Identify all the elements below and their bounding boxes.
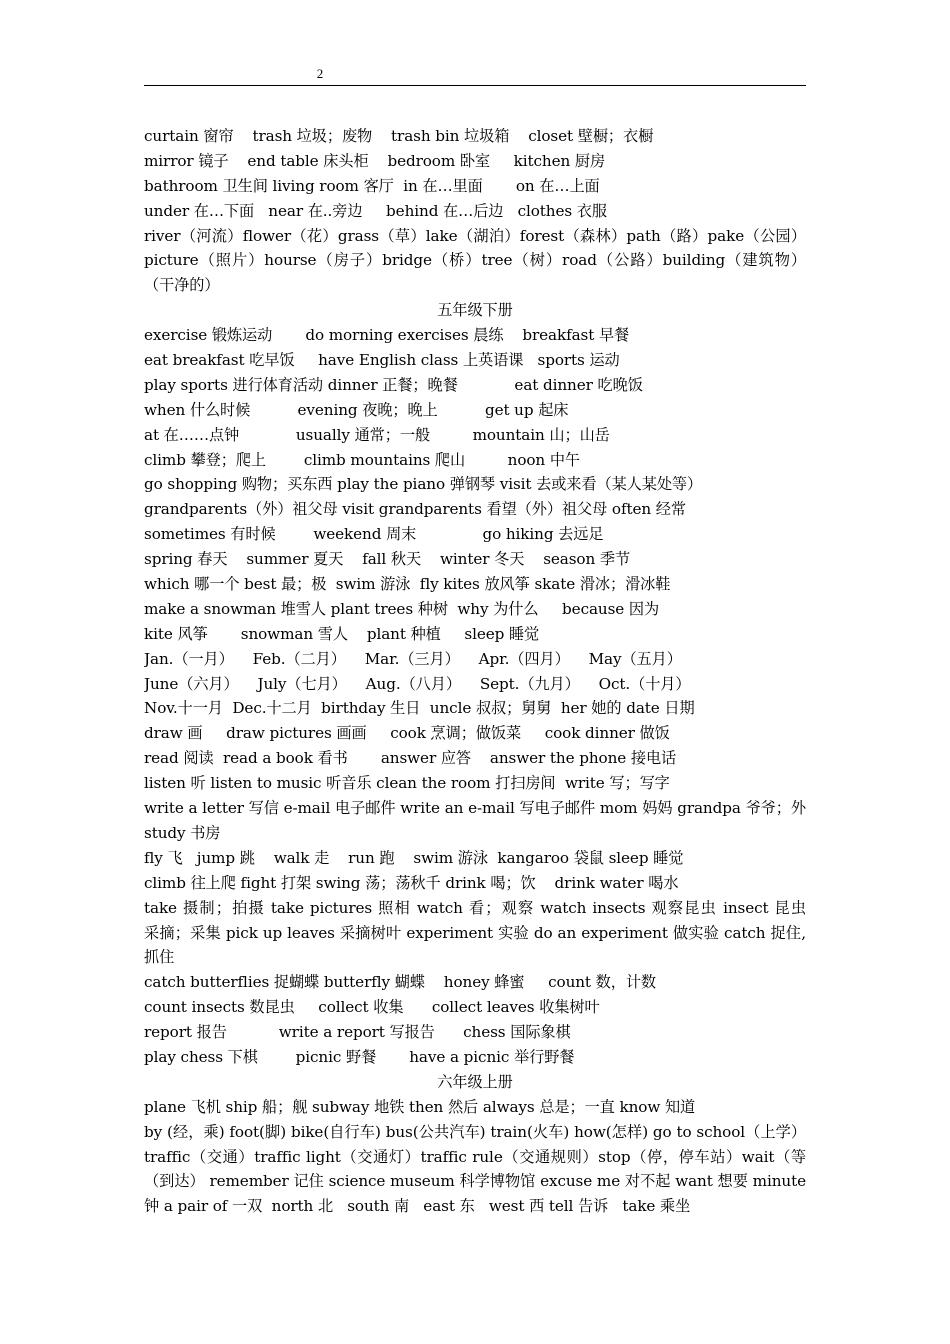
vocabulary-line: mirror 镜子 end table 床头柜 bedroom 卧室 kitchen 厨房 — [144, 151, 606, 170]
vocabulary-line: make a snowman 堆雪人 plant trees 种树 why 为什么 because 因为 — [144, 599, 660, 618]
vocabulary-line: June（六月） July（七月） Aug.（八月） Sept.（九月） Oct.（十月） — [144, 674, 691, 693]
vocabulary-text — [144, 124, 806, 1219]
vocabulary-line: count insects 数昆虫 collect 收集 collect leaves 收集树叶 — [144, 998, 600, 1017]
vocabulary-line: kite 风筝 snowman 雪人 plant 种植 sleep 睡觉 — [144, 624, 540, 643]
vocabulary-line: study 书房 — [144, 823, 221, 842]
vocabulary-line: curtain 窗帘 trash 垃圾；废物 trash bin 垃圾箱 closet 壁橱；衣橱 — [144, 127, 654, 145]
vocabulary-line: when 什么时候 evening 夜晚；晚上 get up 起床 — [144, 400, 569, 419]
vocabulary-line: （干净的） — [144, 276, 220, 295]
vocabulary-line: （到达） remember 记住 science museum 科学博物馆 excuse me 对不起 want 想要 minute — [144, 1172, 806, 1191]
vocabulary-line: Jan.（一月） Feb.（二月） Mar.（三月） Apr.（四月） May（五月） — [144, 649, 682, 668]
vocabulary-line: plane 飞机 ship 船；舰 subway 地铁 then 然后 always 总是；一直 know 知道 — [144, 1097, 696, 1116]
section-heading: 五年级下册 — [437, 301, 513, 320]
vocabulary-line: exercise 锻炼运动 do morning exercises 晨练 breakfast 早餐 — [144, 326, 630, 345]
vocabulary-line: under 在…下面 near 在..旁边 behind 在…后边 clothes 衣服 — [144, 201, 607, 220]
vocabulary-line: go shopping 购物；买东西 play the piano 弹钢琴 visit 去或来看（某人某处等） — [144, 475, 703, 494]
header-divider — [144, 85, 806, 86]
vocabulary-line: Nov.十一月 Dec.十二月 birthday 生日 uncle 叔叔；舅舅 her 她的 date 日期 — [144, 699, 695, 718]
vocabulary-line: bathroom 卫生间 living room 客厅 in 在…里面 on 在…上面 — [144, 176, 600, 195]
vocabulary-line: 钟 a pair of 一双 north 北 south 南 east 东 west 西 tell 告诉 take 乘坐 — [144, 1197, 691, 1216]
vocabulary-line: take 摄制；拍摄 take pictures 照相 watch 看；观察 watch insects 观察昆虫 insect 昆虫 — [144, 898, 806, 917]
section-heading: 六年级上册 — [437, 1072, 513, 1091]
vocabulary-line: play chess 下棋 picnic 野餐 have a picnic 举行野餐 — [144, 1047, 575, 1066]
vocabulary-line: grandparents（外）祖父母 visit grandparents 看望（外）祖父母 often 经常 — [144, 500, 686, 519]
vocabulary-line: at 在……点钟 usually 通常；一般 mountain 山；山岳 — [144, 425, 610, 444]
vocabulary-line: sometimes 有时候 weekend 周末 go hiking 去远足 — [144, 525, 604, 544]
vocabulary-line: which 哪一个 best 最；极 swim 游泳 fly kites 放风筝 skate 滑冰；滑冰鞋 — [144, 575, 671, 594]
vocabulary-line: river（河流）flower（花）grass（草）lake（湖泊）forest（森林）path（路）pake（公园） — [144, 226, 806, 245]
vocabulary-line: read 阅读 read a book 看书 answer 应答 answer the phone 接电话 — [144, 749, 677, 768]
vocabulary-line: 抓住 — [144, 948, 175, 967]
vocabulary-line: catch butterflies 捉蝴蝶 butterfly 蝴蝶 honey 蜂蜜 count 数，计数 — [144, 973, 657, 992]
vocabulary-line: eat breakfast 吃早饭 have English class 上英语课 sports 运动 — [144, 351, 620, 370]
vocabulary-line: climb 攀登；爬上 climb mountains 爬山 noon 中午 — [144, 450, 581, 469]
vocabulary-line: picture（照片）hourse（房子）bridge（桥）tree（树）road（公路）building（建筑物） — [144, 251, 806, 270]
vocabulary-line: by (经，乘) foot(脚) bike(自行车) bus(公共汽车) train(火车) how(怎样) go to school（上学） — [144, 1122, 806, 1141]
vocabulary-line: report 报告 write a report 写报告 chess 国际象棋 — [144, 1023, 571, 1042]
vocabulary-line: write a letter 写信 e-mail 电子邮件 write an e-mail 写电子邮件 mom 妈妈 grandpa 爷爷；外 — [144, 799, 806, 818]
vocabulary-line: traffic（交通）traffic light（交通灯）traffic rule（交通规则）stop（停，停车站）wait（等 — [144, 1147, 806, 1166]
vocabulary-line: play sports 进行体育活动 dinner 正餐；晚餐 eat dinner 吃晚饭 — [144, 375, 643, 394]
vocabulary-line: listen 听 listen to music 听音乐 clean the room 打扫房间 write 写；写字 — [144, 774, 670, 793]
vocabulary-line: 采摘；采集 pick up leaves 采摘树叶 experiment 实验 do an experiment 做实验 catch 捉住, — [144, 923, 806, 942]
vocabulary-line: spring 春天 summer 夏天 fall 秋天 winter 冬天 season 季节 — [144, 550, 631, 569]
page-number: 2 — [316, 66, 324, 81]
vocabulary-line: draw 画 draw pictures 画画 cook 烹调；做饭菜 cook dinner 做饭 — [144, 724, 670, 743]
vocabulary-line: fly 飞 jump 跳 walk 走 run 跑 swim 游泳 kangaroo 袋鼠 sleep 睡觉 — [144, 848, 684, 867]
vocabulary-line: climb 往上爬 fight 打架 swing 荡；荡秋千 drink 喝；饮 drink water 喝水 — [144, 873, 679, 892]
